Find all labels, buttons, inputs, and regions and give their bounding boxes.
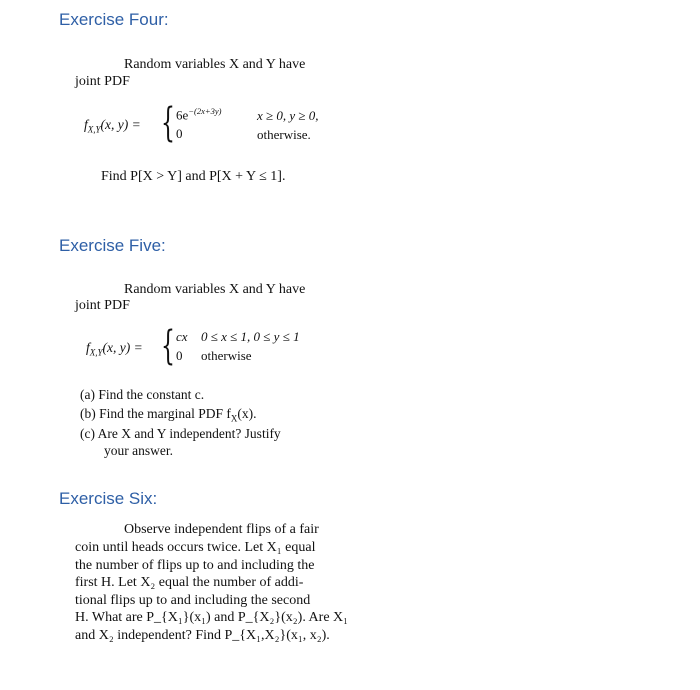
case-1-value: $6e^{-(2x+3y)}$ <box>176 106 222 123</box>
exercise-five-intro-line1: Random variables X and Y have <box>124 282 306 297</box>
case-1-value: cx <box>176 329 188 344</box>
exercise-four-intro-line1: Random variables X and Y have <box>124 57 306 72</box>
case-2-value: 0 <box>176 126 183 141</box>
case-2-condition: otherwise. <box>257 127 311 142</box>
case-1-condition: 0 ≤ x ≤ 1, 0 ≤ y ≤ 1 <box>201 329 300 344</box>
case-1-condition: x ≥ 0, y ≥ 0, <box>257 108 319 123</box>
brace-symbol: { <box>161 323 175 369</box>
exercise-six-line-7: and X₂ independent? Find P_{X₁,X₂}(x₁, x₂). <box>75 628 330 643</box>
equation-lhs: $f_{X,Y}(x$, y) = <box>84 117 141 135</box>
exercise-six-line-5: tional flips up to and including the second <box>75 593 311 608</box>
exercise-four-question: Find P[X > Y] and P[X + Y ≤ 1]. <box>101 169 286 184</box>
exercise-five-item-c: (c) Are X and Y independent? Justify <box>80 426 281 441</box>
exercise-five-heading: Exercise Five: <box>59 236 166 255</box>
equation-lhs: $f_{X,Y}(x$, y) = <box>86 340 143 358</box>
exercise-six-line-6: H. What are P_{X₁}(x₁) and P_{X₂}(x₂). Are X₁ <box>75 610 349 625</box>
exercise-six-line-1: Observe independent flips of a fair <box>124 522 319 537</box>
exercise-five-item-b: (b) Find the marginal PDF $f_X(x)$. <box>80 406 257 424</box>
brace-symbol: { <box>161 100 175 146</box>
exercise-six-line-3: the number of flips up to and including the <box>75 558 315 573</box>
case-2-value: 0 <box>176 348 183 363</box>
exercise-five-item-a: (a) Find the constant c. <box>80 387 205 402</box>
case-2-condition: otherwise <box>201 348 252 363</box>
exercise-four-heading: Exercise Four: <box>59 10 169 29</box>
exercise-six-heading: Exercise Six: <box>59 489 158 508</box>
exercise-five-item-c-continued: your answer. <box>104 443 173 458</box>
exercise-five-intro-line2: joint PDF <box>75 298 130 313</box>
exercise-six-line-4: first H. Let X₂ equal the number of addi- <box>75 575 304 590</box>
exercise-six-line-2: coin until heads occurs twice. Let X₁ equal <box>75 540 316 555</box>
exercise-four-intro-line2: joint PDF <box>75 74 130 89</box>
